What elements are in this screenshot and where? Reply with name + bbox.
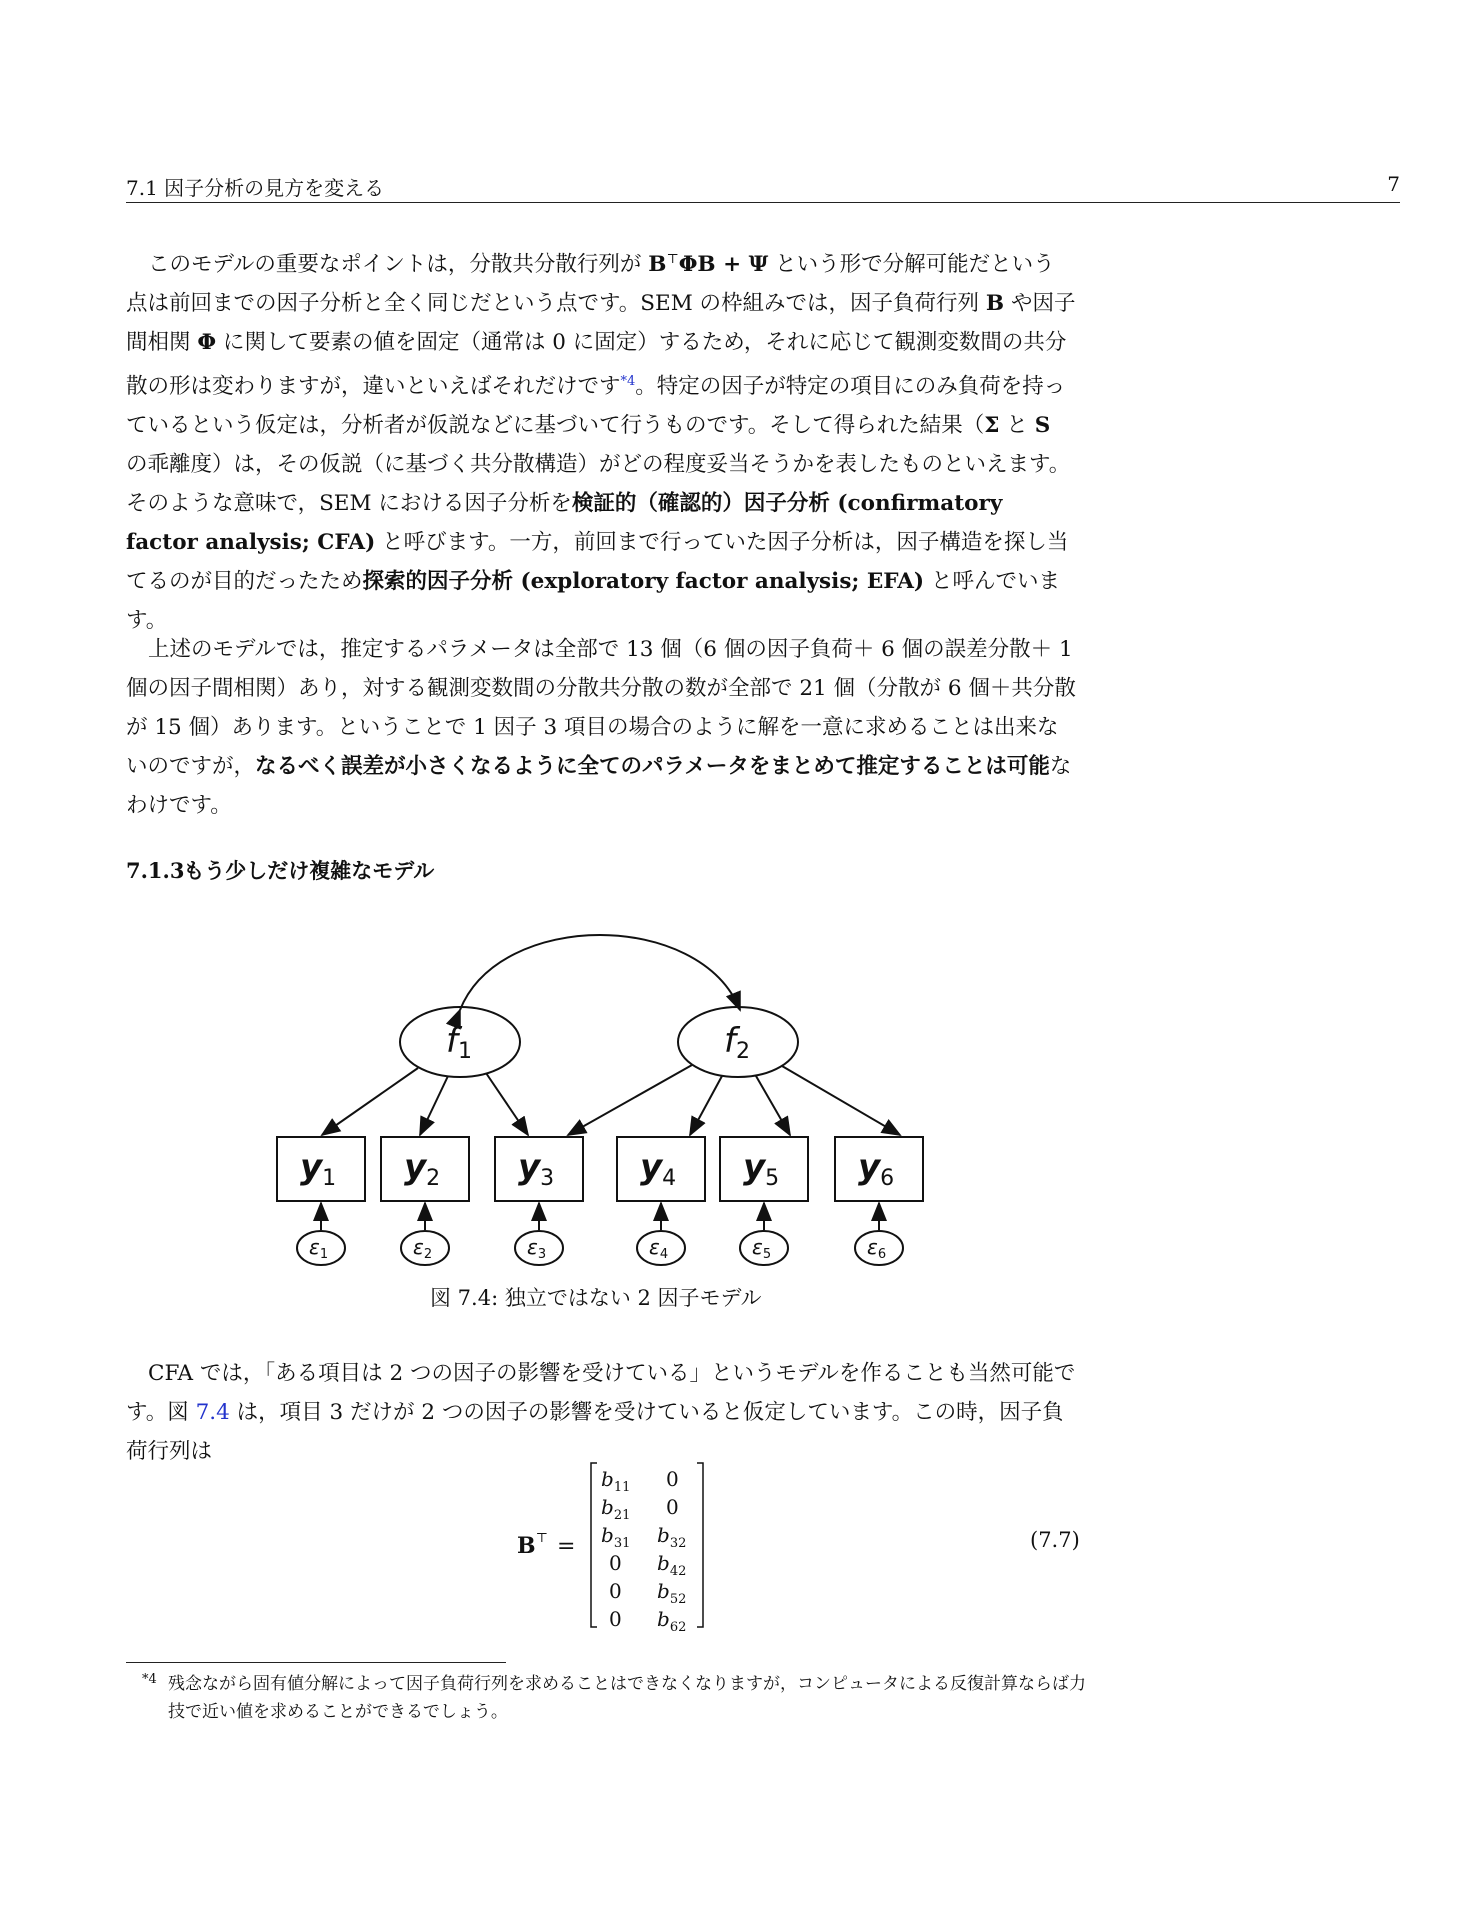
- footnote-ref-link[interactable]: *4: [620, 374, 636, 390]
- footnote: [142, 1670, 1088, 1726]
- svg-text:b21: $b_{21}$: [601, 1495, 631, 1523]
- equation-lhs: B⊤: [517, 1531, 548, 1559]
- loading-arrow: [322, 1068, 418, 1135]
- math-Sigma: Σ: [984, 413, 1000, 439]
- svg-text:0: 0: [666, 1495, 679, 1519]
- equation-number: (7.7): [1030, 1528, 1080, 1552]
- paragraph-1: [126, 240, 1076, 640]
- item-label: $y_5$: [743, 1147, 780, 1191]
- loading-arrow: [756, 1076, 790, 1135]
- svg-text:b32: $b_{32}$: [657, 1523, 687, 1551]
- loading-arrow: [486, 1073, 528, 1135]
- figure-ref-link[interactable]: 7.4: [195, 1400, 230, 1425]
- para1-text: の乖離度）は，その仮説（に基づく共分散構造）がどの程度妥当そうかを表したものといえます。そのような意味で，SEM における因子分析を: [126, 452, 1071, 517]
- running-header: 7.1 因子分析の見方を変える: [126, 176, 385, 200]
- svg-text:b62: $b_{62}$: [657, 1607, 687, 1635]
- error-label: $\varepsilon_4$: [649, 1235, 669, 1262]
- loading-arrow: [690, 1076, 722, 1135]
- error-label: $\varepsilon_5$: [752, 1235, 772, 1262]
- item-label: $y_6$: [858, 1147, 895, 1191]
- section-heading: [126, 855, 434, 885]
- factor-label: f2: [724, 1021, 750, 1064]
- term-cfa: 検証的（確認的）因子分析 (confirmatory factor analysis; CFA): [126, 491, 1003, 556]
- svg-text:0: 0: [609, 1551, 622, 1575]
- page-number: 7: [1387, 172, 1400, 196]
- para1-text: に関して要素の値を固定（通常は 0 に固定）するため，それに応じて観測変数間の共分散の形は変わりますが，違いといえばそれだけです: [126, 330, 1067, 400]
- svg-text:b11: $b_{11}$: [601, 1467, 631, 1495]
- item-label: $y_4$: [640, 1147, 677, 1191]
- math-S: S: [1034, 413, 1051, 439]
- item-label: $y_1$: [300, 1147, 337, 1191]
- loading-arrow: [782, 1066, 900, 1135]
- para3-text: は，項目 3 だけが 2 つの因子の影響を受けていると仮定しています。この時，因子負荷行列は: [126, 1400, 1064, 1464]
- para1-text: と: [1006, 413, 1028, 439]
- equation-equals: =: [557, 1534, 576, 1559]
- para2-text: 上述のモデルでは，推定するパラメータは全部で 13 個（6 個の因子負荷＋ 6 個の誤差分散＋ 1 個の因子間相関）あり，対する観測変数間の分散共分散の数が全部で 21 個（分散が 6 個＋共分散が 15 個）あります。ということで 1 因子 3 項目の場合のように解を一意に求めることは出来ないのですが，: [126, 637, 1076, 779]
- para3-text: CFA では，「ある項目は 2 つの因子の影響を受けている」というモデルを作ることも当然可能です。図: [126, 1361, 1076, 1425]
- figure-caption: 図 7.4: 独立ではない 2 因子モデル: [430, 1286, 762, 1310]
- error-label: $\varepsilon_3$: [527, 1235, 547, 1262]
- paragraph-2: [126, 630, 1076, 825]
- footnote-mark: *4: [142, 1672, 157, 1687]
- footnote-text: 残念ながら固有値分解によって因子負荷行列を求めることはできなくなりますが，コンピュータによる反復計算ならば力技で近い値を求めることができるでしょう。: [168, 1674, 1086, 1722]
- para1-text: と呼びます。一方，前回まで行っていた因子分析は，因子構造を探し当てるのが目的だったため: [126, 530, 1069, 595]
- item-label: $y_2$: [404, 1147, 441, 1191]
- loading-arrow: [420, 1076, 448, 1135]
- para2-text: なわけです。: [126, 754, 1072, 818]
- svg-text:0: 0: [666, 1467, 679, 1491]
- svg-text:b52: $b_{52}$: [657, 1579, 687, 1607]
- section-number: 7.1.3: [126, 858, 185, 883]
- loading-arrow: [568, 1065, 692, 1135]
- error-label: $\varepsilon_6$: [867, 1235, 887, 1262]
- math-PhiB-Psi: ΦB + Ψ: [678, 252, 769, 278]
- item-label: $y_3$: [518, 1147, 555, 1191]
- paragraph-3: [126, 1354, 1076, 1471]
- equation-7-7: [505, 1455, 765, 1635]
- term-efa: 探索的因子分析 (exploratory factor analysis; EFA): [362, 569, 925, 595]
- math-B: B: [648, 252, 667, 278]
- para1-text: 。特定の因子が特定の項目にのみ負荷を持っているという仮定は，分析者が仮説などに基づいて行うものです。そして得られた結果（: [126, 374, 1066, 439]
- emphasis-text: なるべく誤差が小さくなるように全てのパラメータをまとめて推定することは可能: [255, 754, 1050, 779]
- para1-text: という形で分解可能だという点は前回までの因子分析と全く同じだという点です。SEM の枠組みでは，因子負荷行列: [126, 252, 1055, 317]
- para1-text: と呼んでいます。: [126, 569, 1060, 634]
- matrix-bracket-left: [591, 1463, 597, 1627]
- math-transpose: ⊤: [666, 252, 679, 267]
- error-label: $\varepsilon_2$: [413, 1235, 433, 1262]
- header-rule: [126, 202, 1400, 203]
- factor-label: f1: [446, 1021, 472, 1064]
- section-title: もう少しだけ複雑なモデル: [183, 858, 435, 883]
- para1-text: このモデルの重要なポイントは，分散共分散行列が: [148, 252, 642, 278]
- path-diagram: [260, 930, 980, 1275]
- svg-text:0: 0: [609, 1607, 622, 1631]
- matrix-bracket-right: [697, 1463, 703, 1627]
- math-B: B: [985, 291, 1005, 317]
- footnote-rule: [126, 1662, 506, 1663]
- error-label: $\varepsilon_1$: [309, 1235, 329, 1262]
- factor-covariance-arrow: [460, 935, 740, 1010]
- svg-text:b31: $b_{31}$: [601, 1523, 631, 1551]
- svg-text:b42: $b_{42}$: [657, 1551, 687, 1579]
- svg-text:0: 0: [609, 1579, 622, 1603]
- para1-text: や因子間相関: [126, 291, 1076, 356]
- math-Phi: Φ: [197, 330, 217, 356]
